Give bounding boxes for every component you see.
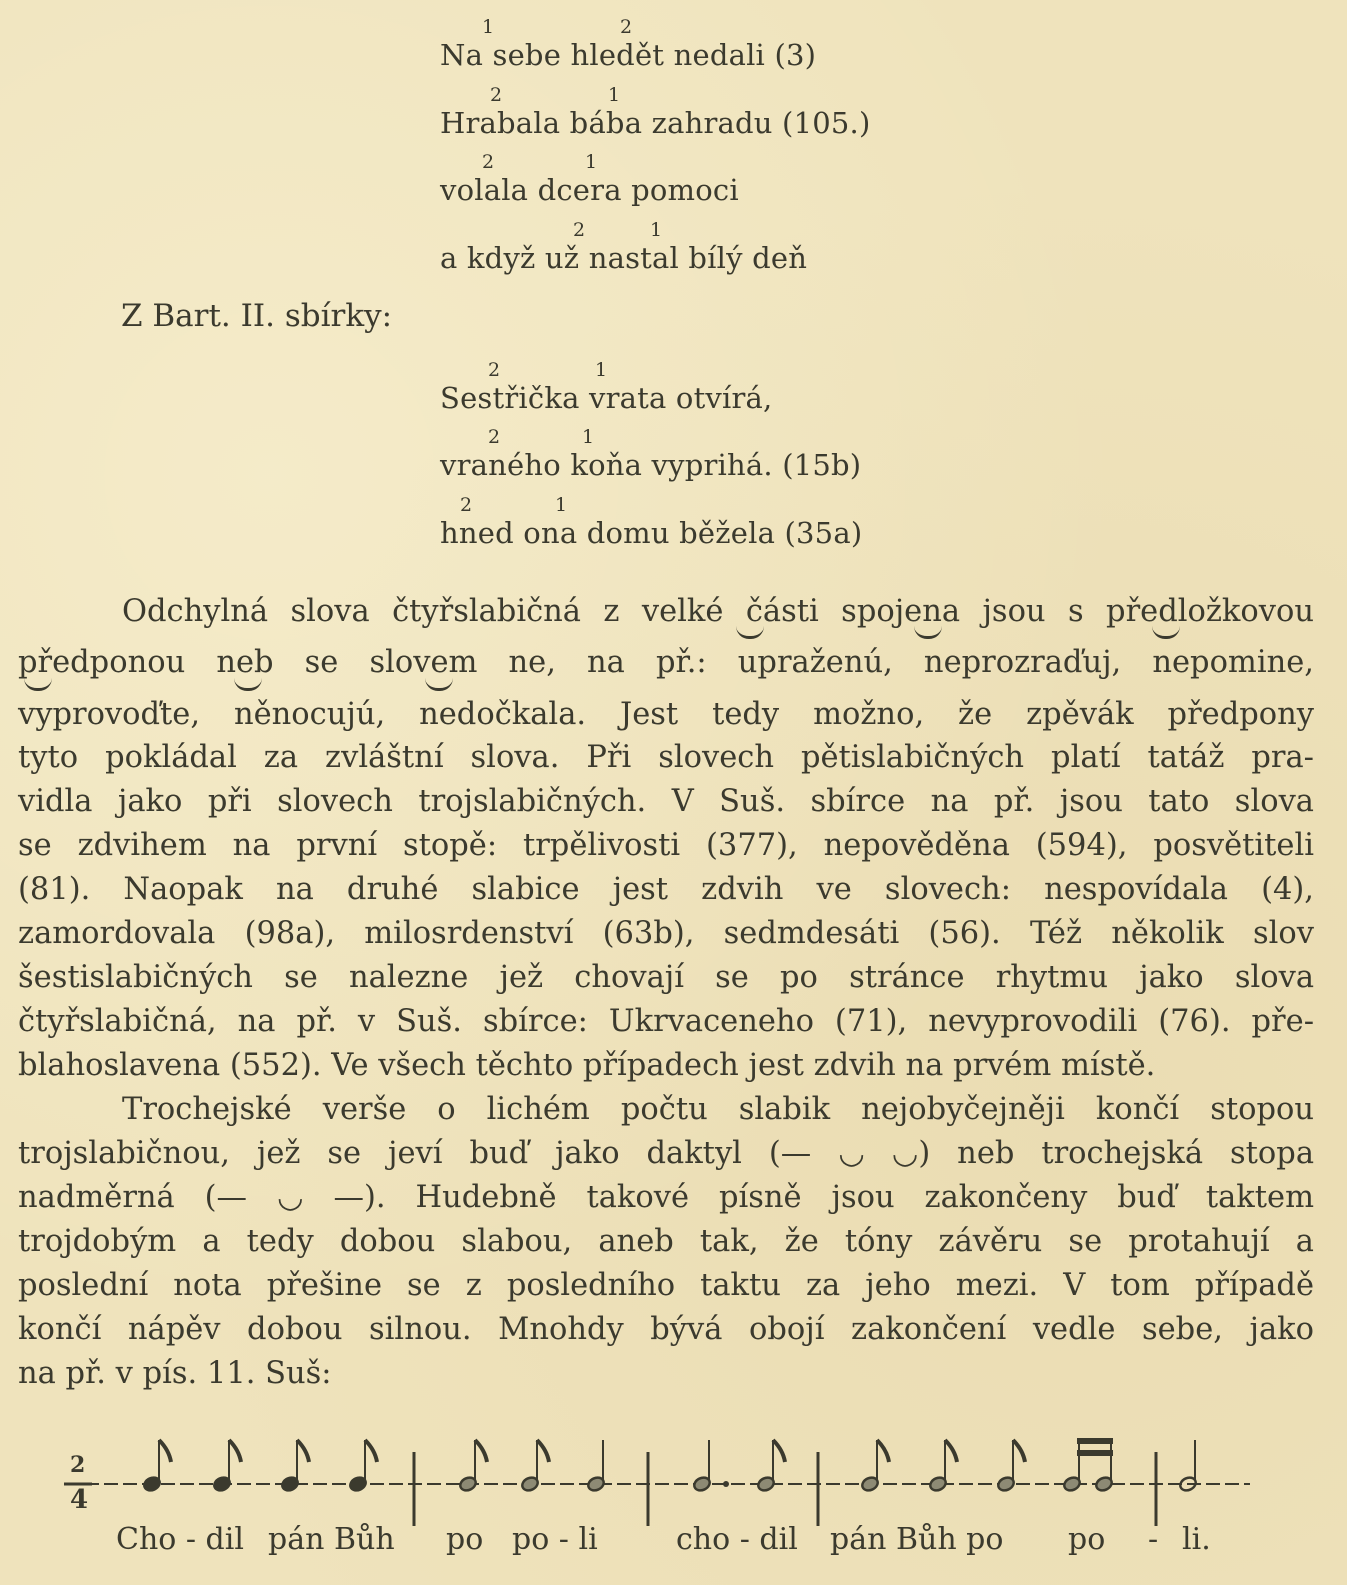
stress-mark: 1 [595,359,608,381]
verse-line [440,219,808,275]
text-line: trojslabičnou, jež se jeví buď jako daktyl (— ◡ ◡) neb trochejská stopa [18,1136,1314,1171]
text-line: tyto pokládal za zvláštní slova. Při slovech pětislabičných platí tatáž pra- [18,740,1314,775]
text-line: na př. v pís. 11. Suš: [18,1356,332,1391]
lyric-syllable: po [1068,1522,1106,1557]
section-heading: Z Bart. II. sbírky: [121,298,393,334]
verse-line [440,16,817,72]
verse-line [440,84,871,140]
stress-mark: 1 [555,494,568,516]
lyric-syllable: - [1148,1522,1159,1557]
verse-text: Na sebe hledět nedali (3) [440,38,817,72]
verse-text: Sestřička vrata otvírá, [440,381,773,415]
breve-mark [24,678,52,691]
verse-line [440,151,739,207]
text-line: vidla jako při slovech trojslabičných. V Suš. sbírce na př. jsou tato slova [18,784,1314,819]
verse-text: vraného koňa vyprihá. (15b) [440,448,862,482]
verse-text: Hrabala bába zahradu (105.) [440,106,871,140]
stress-mark: 1 [585,151,598,173]
breve-mark [914,626,942,639]
lyric-syllable: po [446,1522,484,1557]
lyric-syllable: li. [1182,1522,1211,1557]
breve-mark [234,678,262,691]
note-flag [297,1440,309,1462]
text-line: Odchylná slova čtyřslabičná z velké části spojena jsou s předložkovou [122,594,1314,629]
stress-mark: 1 [650,219,663,241]
augmentation-dot [723,1481,729,1487]
verse-line [440,359,773,415]
stress-mark: 2 [488,426,501,448]
text-line: (81). Naopak na druhé slabice jest zdvih ve slovech: nespovídala (4), [18,872,1314,907]
note-flag [773,1440,785,1462]
verse-text: a když už nastal bílý deň [440,241,808,275]
lyric-syllable: Cho - dil [116,1522,244,1557]
verse-line [440,494,863,550]
text-line: vyprovoďte, něnocujú, nedočkala. Jest tedy možno, že zpěvák předpony [18,697,1314,732]
stress-mark: 2 [573,219,586,241]
note-flag [159,1440,171,1462]
verse-line [440,426,862,482]
note-flag [537,1440,549,1462]
stress-mark: 1 [582,426,595,448]
note-flag [1013,1440,1025,1462]
text-line: čtyřslabičná, na př. v Suš. sbírce: Ukrvaceneho (71), nevyprovodili (76). pře- [18,1004,1314,1039]
breve-mark [736,626,764,639]
time-signature-numerator: 2 [70,1452,86,1478]
breve-mark [1152,626,1180,639]
text-line: blahoslavena (552). Ve všech těchto případech jest zdvih na prvém místě. [18,1048,1156,1083]
note-line [64,1438,1250,1526]
stress-mark: 2 [620,16,633,38]
text-line: trojdobým a tedy dobou slabou, aneb tak, že tóny závěru se protahují a [18,1224,1314,1259]
verse-text: volala dcera pomoci [440,173,739,207]
note-flag [475,1440,487,1462]
note-flag [229,1440,241,1462]
time-signature-denominator: 4 [70,1485,89,1515]
note-beam [1077,1450,1113,1456]
text-line: poslední nota přešine se z posledního taktu za jeho mezi. V tom případě [18,1268,1314,1303]
text-line: nadměrná (— ◡ —). Hudebně takové písně jsou zakončeny buď taktem [18,1180,1314,1215]
stress-mark: 2 [482,151,495,173]
stress-mark: 2 [460,494,473,516]
note-flag [365,1440,377,1462]
lyric-syllable: pán Bůh po [830,1522,1004,1557]
lyric-syllable: cho - dil [676,1522,798,1557]
note-flag [877,1440,889,1462]
note-flag [945,1440,957,1462]
stress-mark: 2 [488,359,501,381]
stress-mark: 2 [490,84,503,106]
text-line: předponou neb se slovem ne, na př.: upraženú, neprozraďuj, nepomine, [18,645,1314,680]
text-line: šestislabičných se nalezne jež chovají se po stránce rhytmu jako slova [18,960,1314,995]
lyric-syllable: pán Bůh [268,1522,395,1557]
breve-mark [425,678,453,691]
stress-mark: 1 [482,16,495,38]
text-line: Trochejské verše o lichém počtu slabik nejobyčejněji končí stopou [122,1092,1314,1127]
text-line: se zdvihem na první stopě: trpělivosti (377), nepověděna (594), posvětiteli [18,828,1314,863]
note-beam [1077,1438,1113,1444]
lyric-syllable: po - li [512,1522,598,1557]
rhythm-notation [0,1420,1347,1585]
verse-text: hned ona domu běžela (35a) [440,516,863,550]
text-line: končí nápěv dobou silnou. Mnohdy bývá obojí zakončení vedle sebe, jako [18,1312,1314,1347]
text-line: zamordovala (98a), milosrdenství (63b), sedmdesáti (56). Též několik slov [18,916,1314,951]
stress-mark: 1 [608,84,621,106]
